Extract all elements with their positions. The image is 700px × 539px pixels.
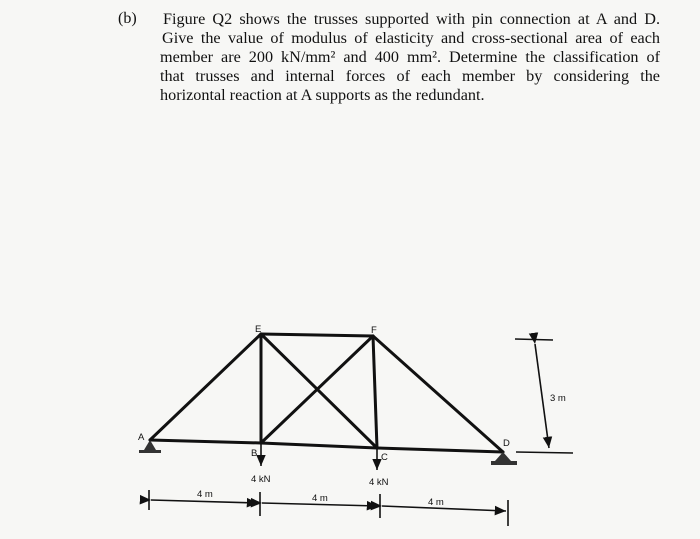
span-label-1: 4 m <box>197 489 213 500</box>
pin-support-D <box>491 452 517 465</box>
height-ext-top <box>515 339 553 340</box>
height-dimension <box>535 344 549 448</box>
member-BC <box>261 443 377 448</box>
question-line: Give the value of modulus of elasticity and cross-sectional area of each <box>162 29 660 47</box>
question-label: (b) <box>118 10 137 27</box>
member-AB <box>150 440 261 443</box>
question-line: Figure Q2 shows the trusses supported with pin connection at A and D. <box>163 10 660 28</box>
load-label-C: 4 kN <box>369 477 389 488</box>
member-EC <box>261 334 377 448</box>
node-label-C: C <box>381 452 388 463</box>
load-label-B: 4 kN <box>251 474 271 485</box>
question-line: horizontal reaction at A supports as the redundant. <box>160 86 485 104</box>
node-label-D: D <box>503 438 510 449</box>
member-CD <box>377 448 503 452</box>
question-line: member are 200 kN/mm² and 400 mm². Determine the classification of <box>160 48 660 66</box>
member-FD <box>373 336 503 452</box>
node-label-B: B <box>251 448 258 459</box>
height-ext-bottom <box>516 452 573 453</box>
span-label-3: 4 m <box>428 497 444 508</box>
height-label: 3 m <box>550 393 566 404</box>
member-EF <box>261 334 373 336</box>
member-FC <box>373 336 377 448</box>
member-AE <box>150 334 261 440</box>
span-label-2: 4 m <box>312 493 328 504</box>
node-label-F: F <box>371 325 377 336</box>
node-label-A: A <box>138 432 145 443</box>
span-dimension-1 <box>151 500 258 503</box>
span-dimension-3 <box>382 506 506 511</box>
question-line: that trusses and internal forces of each member by considering the <box>160 67 660 85</box>
node-label-E: E <box>255 324 262 335</box>
